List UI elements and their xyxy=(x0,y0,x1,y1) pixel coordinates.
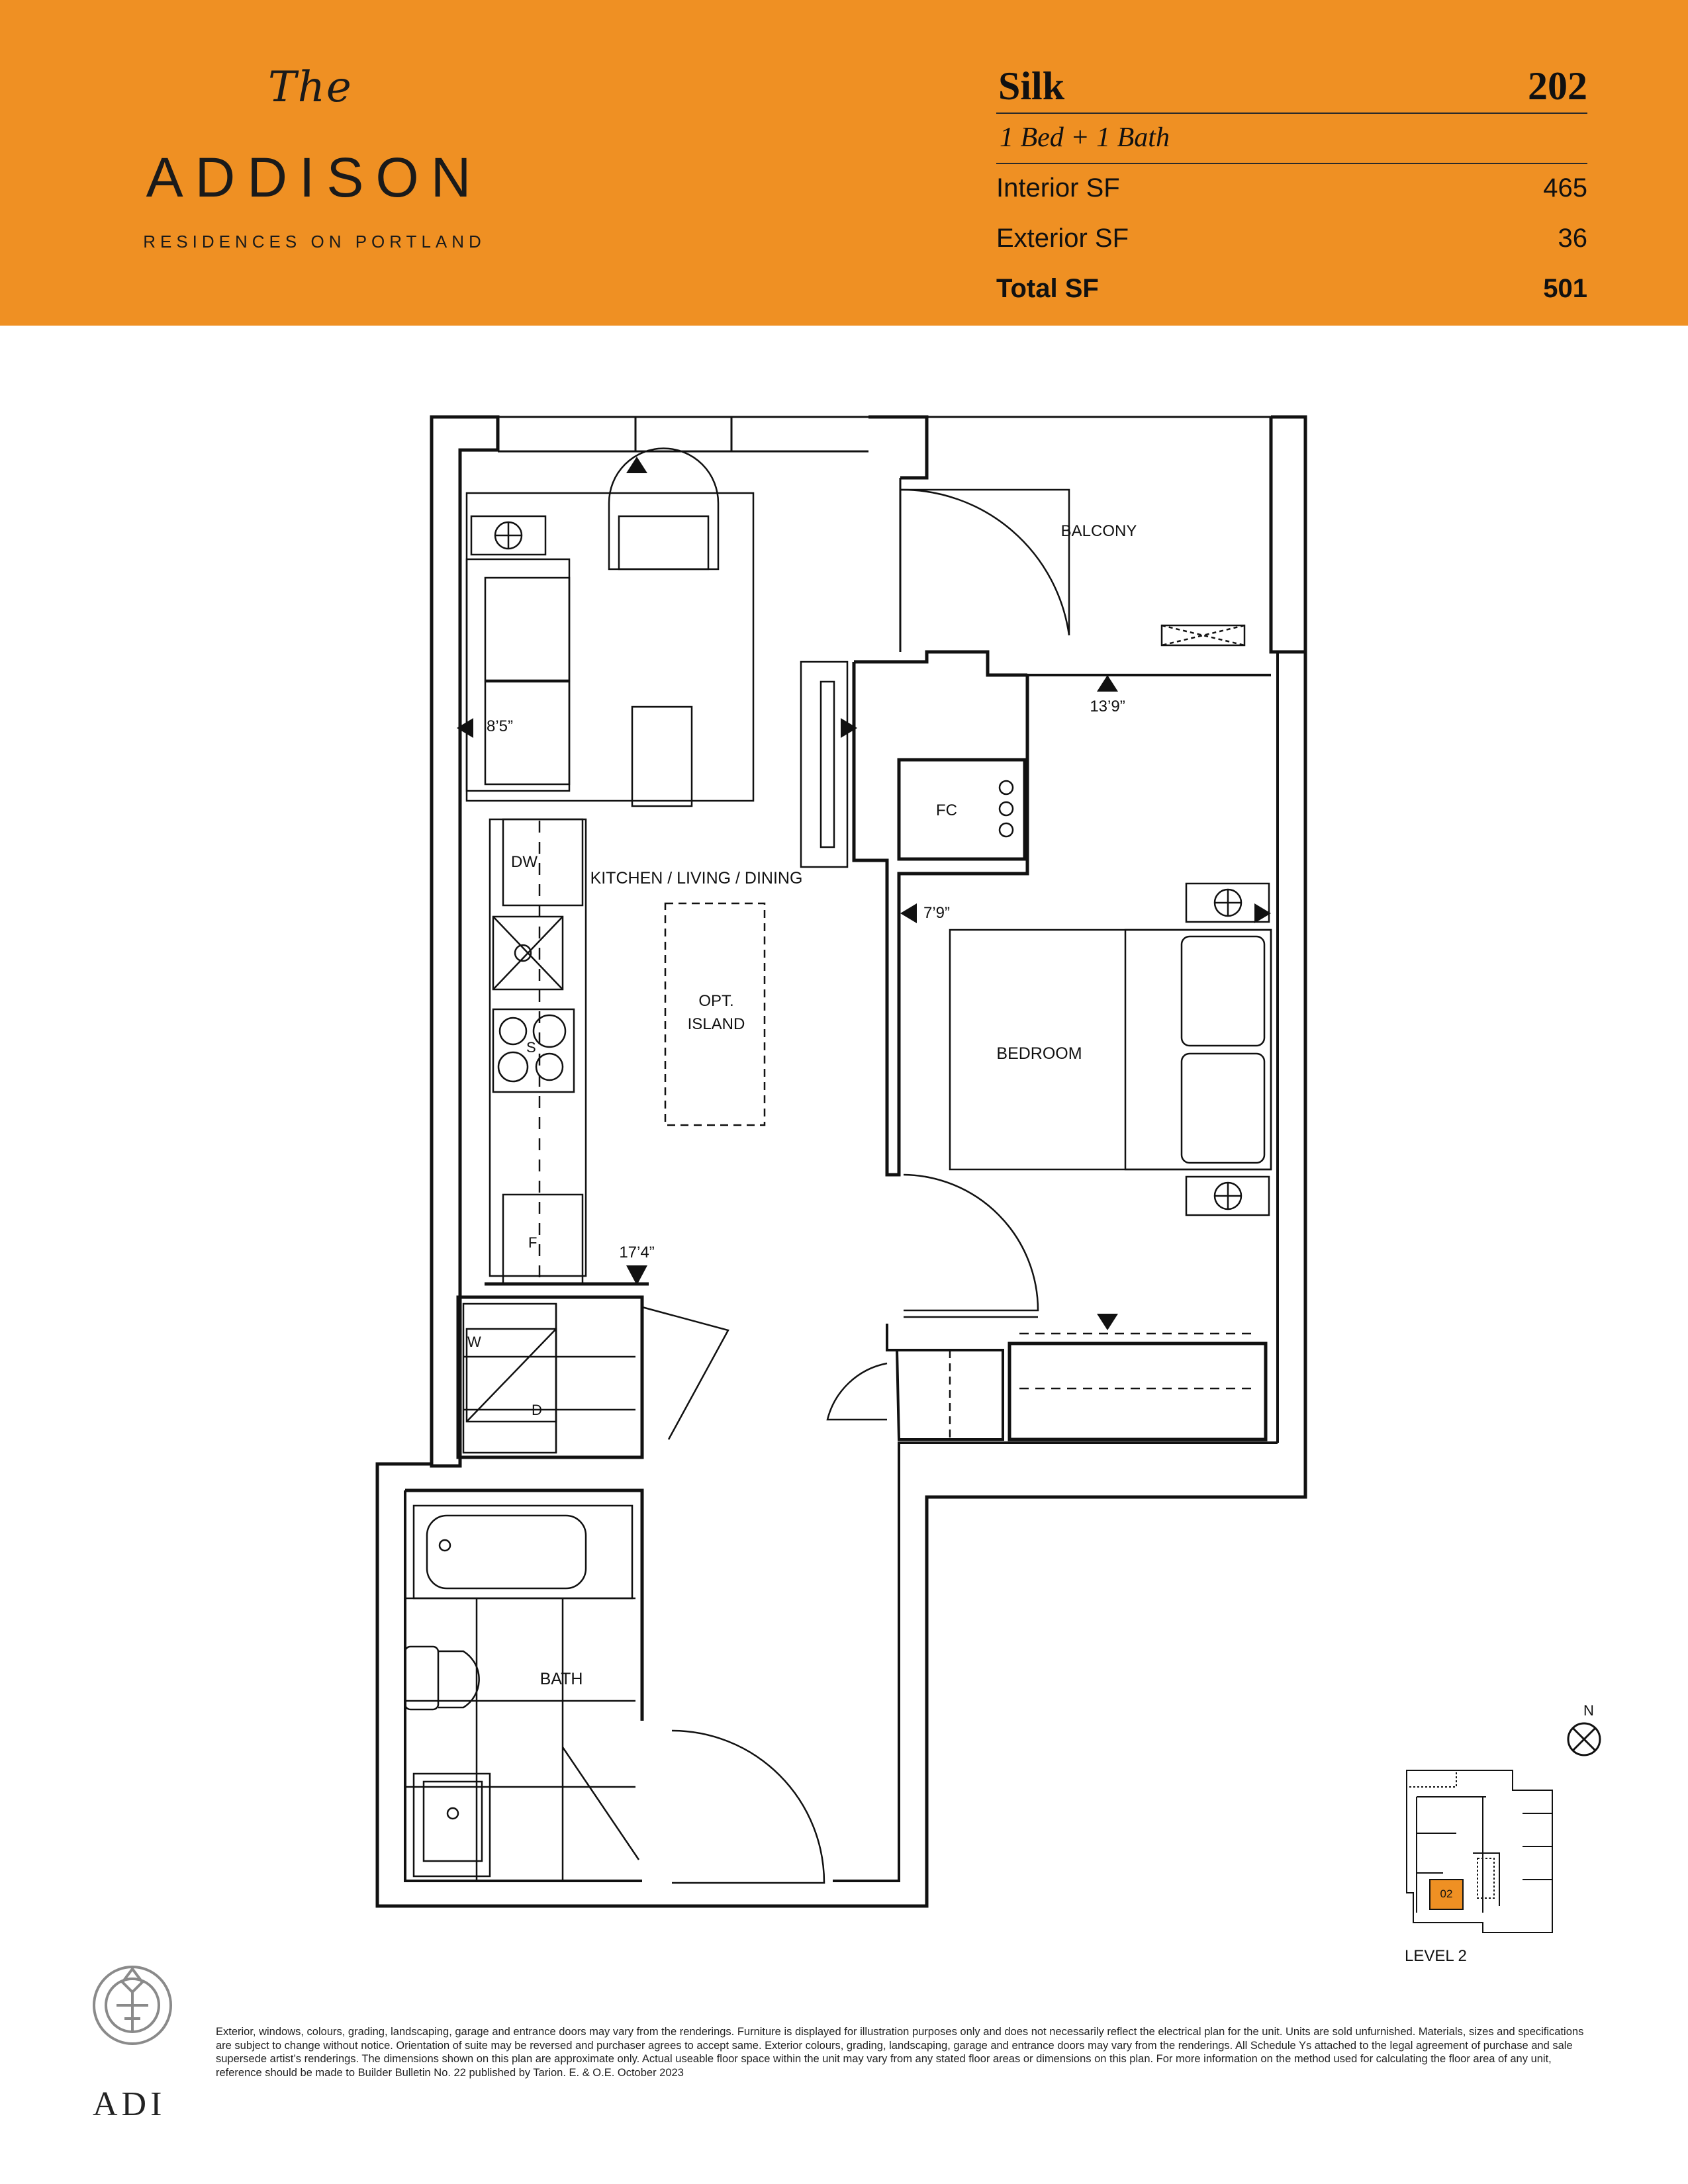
appliance-label: FC xyxy=(936,801,957,819)
unit-number: 202 xyxy=(1528,64,1587,108)
keyplan xyxy=(1407,1770,1552,1933)
appliance-label: DW xyxy=(511,853,538,871)
exterior-wall xyxy=(432,417,498,1466)
appliance-label: W xyxy=(467,1334,481,1350)
keyplan-unit-marker: 02 xyxy=(1440,1888,1453,1900)
exterior-wall xyxy=(1271,417,1305,652)
exterior-wall xyxy=(377,417,1305,1906)
room-label-bedroom: BEDROOM xyxy=(996,1044,1082,1063)
north-label: N xyxy=(1583,1702,1594,1719)
spec-label: Exterior SF xyxy=(996,224,1129,253)
room-label-kitchen: KITCHEN / LIVING / DINING xyxy=(590,869,803,887)
exterior-wall xyxy=(868,417,927,478)
dimension-arrow xyxy=(900,903,917,923)
spec-label: Interior SF xyxy=(996,173,1120,203)
spec-label: Total SF xyxy=(996,274,1099,303)
bathtub xyxy=(414,1506,632,1598)
logo-prefix: The xyxy=(268,63,353,112)
spec-value: 465 xyxy=(1543,173,1587,203)
keyplan-level-label: LEVEL 2 xyxy=(1405,1947,1467,1965)
developer-logo-text: ADI xyxy=(93,2085,166,2123)
room-label-balcony: BALCONY xyxy=(1060,522,1137,540)
coffee-table xyxy=(632,707,692,806)
compass-icon xyxy=(1568,1723,1600,1755)
legal-disclaimer: Exterior, windows, colours, grading, landscaping, garage and entrance doors may vary from the renderings. Furniture is displayed for illustration purposes only and does not necessarily reflect the electrical plan for the unit. Units are sold unfurnished. Materials, sizes and specifications are subject to change without notice. Orientation of suite may be reversed and purchaser agrees to accept same. Exterior colours, grading, landscaping, garage and entrance doors may vary from the renderings. All Schedule Ys attached to the legal agreement of purchase and sale supersede artist’s renderings. The dimensions shown on this plan are approximate only. Actual useable floor space within the unit may vary from any stated floor areas or dimensions on this plan. For more information on the method used for calculating the floor area of any unit, reference should be made to Builder Bulletin No. 22 published by Tarion. E. & O.E. October 2023 xyxy=(216,2026,1584,2079)
room-label-island: OPT. xyxy=(698,992,734,1010)
logo-wordmark: ADDISON xyxy=(146,146,483,208)
tv-console xyxy=(801,662,847,867)
appliance-label: F xyxy=(528,1234,538,1251)
unit-name: Silk xyxy=(998,64,1065,108)
dimension-label: 13’9” xyxy=(1090,698,1125,715)
dimension-label: 8’5” xyxy=(487,717,514,735)
dimension-arrow xyxy=(1097,1314,1118,1330)
adi-crest-icon xyxy=(94,1967,171,2044)
logo-tagline: RESIDENCES ON PORTLAND xyxy=(143,232,486,251)
armchair xyxy=(609,449,718,570)
room-label-bath: BATH xyxy=(539,1670,583,1688)
spec-value: 501 xyxy=(1543,274,1587,303)
room-label-island: ISLAND xyxy=(687,1015,745,1033)
rug xyxy=(467,493,753,801)
fridge xyxy=(503,1195,583,1284)
sofa xyxy=(467,559,569,791)
dimension-label: 17’4” xyxy=(619,1244,655,1261)
dimension-arrow xyxy=(1097,675,1118,692)
dimension-label: 7’9” xyxy=(923,904,951,922)
fireplace xyxy=(899,760,1025,859)
dimension-arrow xyxy=(626,457,647,473)
appliance-label: D xyxy=(532,1402,542,1418)
unit-type: 1 Bed + 1 Bath xyxy=(1000,122,1170,153)
optional-island xyxy=(665,903,765,1125)
spec-value: 36 xyxy=(1558,224,1587,253)
appliance-label: S xyxy=(526,1039,536,1056)
kitchen-counter xyxy=(490,819,586,1276)
